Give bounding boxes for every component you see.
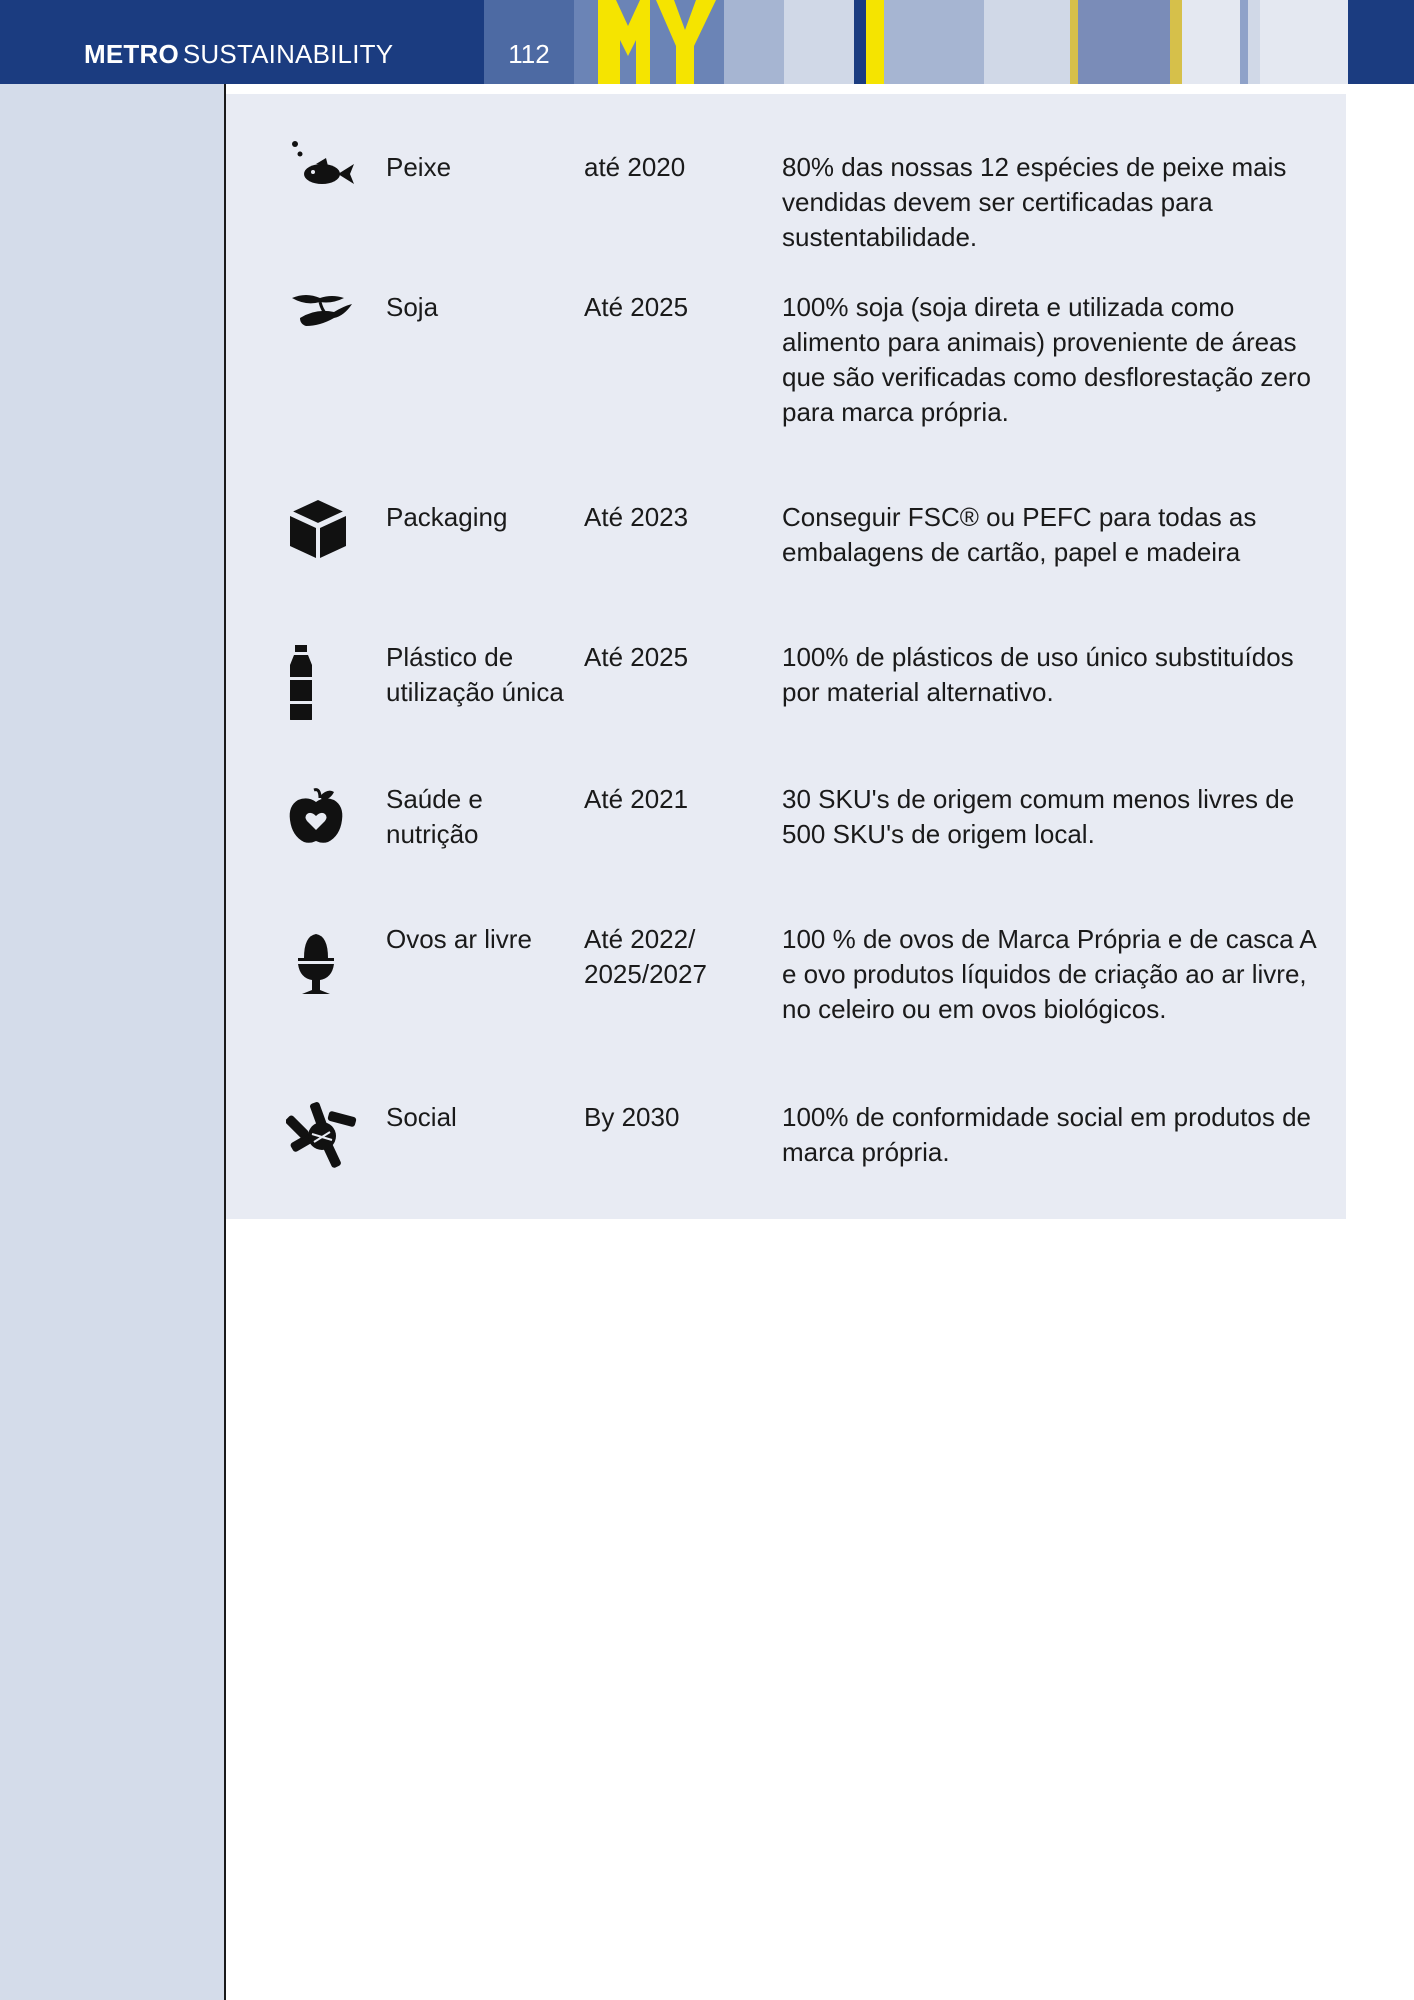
commitment-description: Conseguir FSC® ou PEFC para todas as embalagens de cartão, papel e madeira [782, 502, 1257, 567]
decor-stripe [1170, 0, 1182, 84]
decor-stripe [1260, 0, 1348, 84]
deadline-label: Até 2022/ 2025/2027 [584, 924, 707, 989]
bottle-icon [286, 640, 360, 720]
decor-stripe [1240, 0, 1248, 84]
category-label: Ovos ar livre [386, 924, 532, 954]
commitment-description: 80% das nossas 12 espécies de peixe mais vendidas devem ser certificadas para sustentabilidade. [782, 152, 1287, 252]
deadline-label: Até 2025 [584, 642, 689, 672]
category-label: Soja [386, 292, 439, 322]
brand-logo [84, 34, 393, 74]
brand-sustainability: SUSTAINABILITY [182, 39, 394, 69]
deadline-label: Até 2023 [584, 502, 689, 532]
decor-stripe [1248, 0, 1260, 84]
decor-stripe [1078, 0, 1170, 84]
page-number: 112 [508, 39, 550, 69]
left-sidebar [0, 84, 224, 2000]
fish-icon [286, 136, 360, 210]
commitment-description: 100% de plásticos de uso único substituídos por material alternativo. [782, 642, 1294, 707]
decor-stripe [984, 0, 1070, 84]
soy-icon [286, 290, 360, 364]
commitment-description: 100% de conformidade social em produtos de marca própria. [782, 1102, 1311, 1167]
box-icon [286, 494, 360, 568]
category-label: Saúde e nutrição [386, 784, 483, 849]
deadline-label: By 2030 [584, 1102, 680, 1132]
decor-stripe [1182, 0, 1240, 84]
my-logo-letters [590, 0, 720, 84]
brand-metro: METRO [84, 39, 179, 69]
page-number-box [484, 0, 574, 84]
category-label: Plástico de utilização única [386, 642, 564, 707]
decor-stripe [1070, 0, 1078, 84]
decor-stripe [784, 0, 854, 84]
category-label: Peixe [386, 152, 452, 182]
deadline-label: Até 2021 [584, 784, 689, 814]
decor-stripe [724, 0, 784, 84]
hands-icon [286, 1100, 360, 1174]
page-header [0, 0, 1414, 84]
deadline-label: até 2020 [584, 152, 686, 182]
commitment-description: 30 SKU's de origem comum menos livres de 500 SKU's de origem local. [782, 784, 1295, 849]
category-label: Social [386, 1102, 457, 1132]
commitments-panel [226, 94, 1346, 1219]
decor-stripe [854, 0, 866, 84]
egg-cup-icon [286, 932, 360, 1006]
apple-icon [286, 786, 360, 860]
commitment-description: 100 % de ovos de Marca Própria e de casca A e ovo produtos líquidos de criação ao ar livre, no celeiro ou em ovos biológicos. [782, 924, 1316, 1024]
decor-stripe [884, 0, 984, 84]
decor-stripe [866, 0, 884, 84]
commitment-description: 100% soja (soja direta e utilizada como alimento para animais) proveniente de áreas que são verificadas como desflorestação zero para marca própria. [782, 292, 1311, 427]
deadline-label: Até 2025 [584, 292, 689, 322]
category-label: Packaging [386, 502, 508, 532]
